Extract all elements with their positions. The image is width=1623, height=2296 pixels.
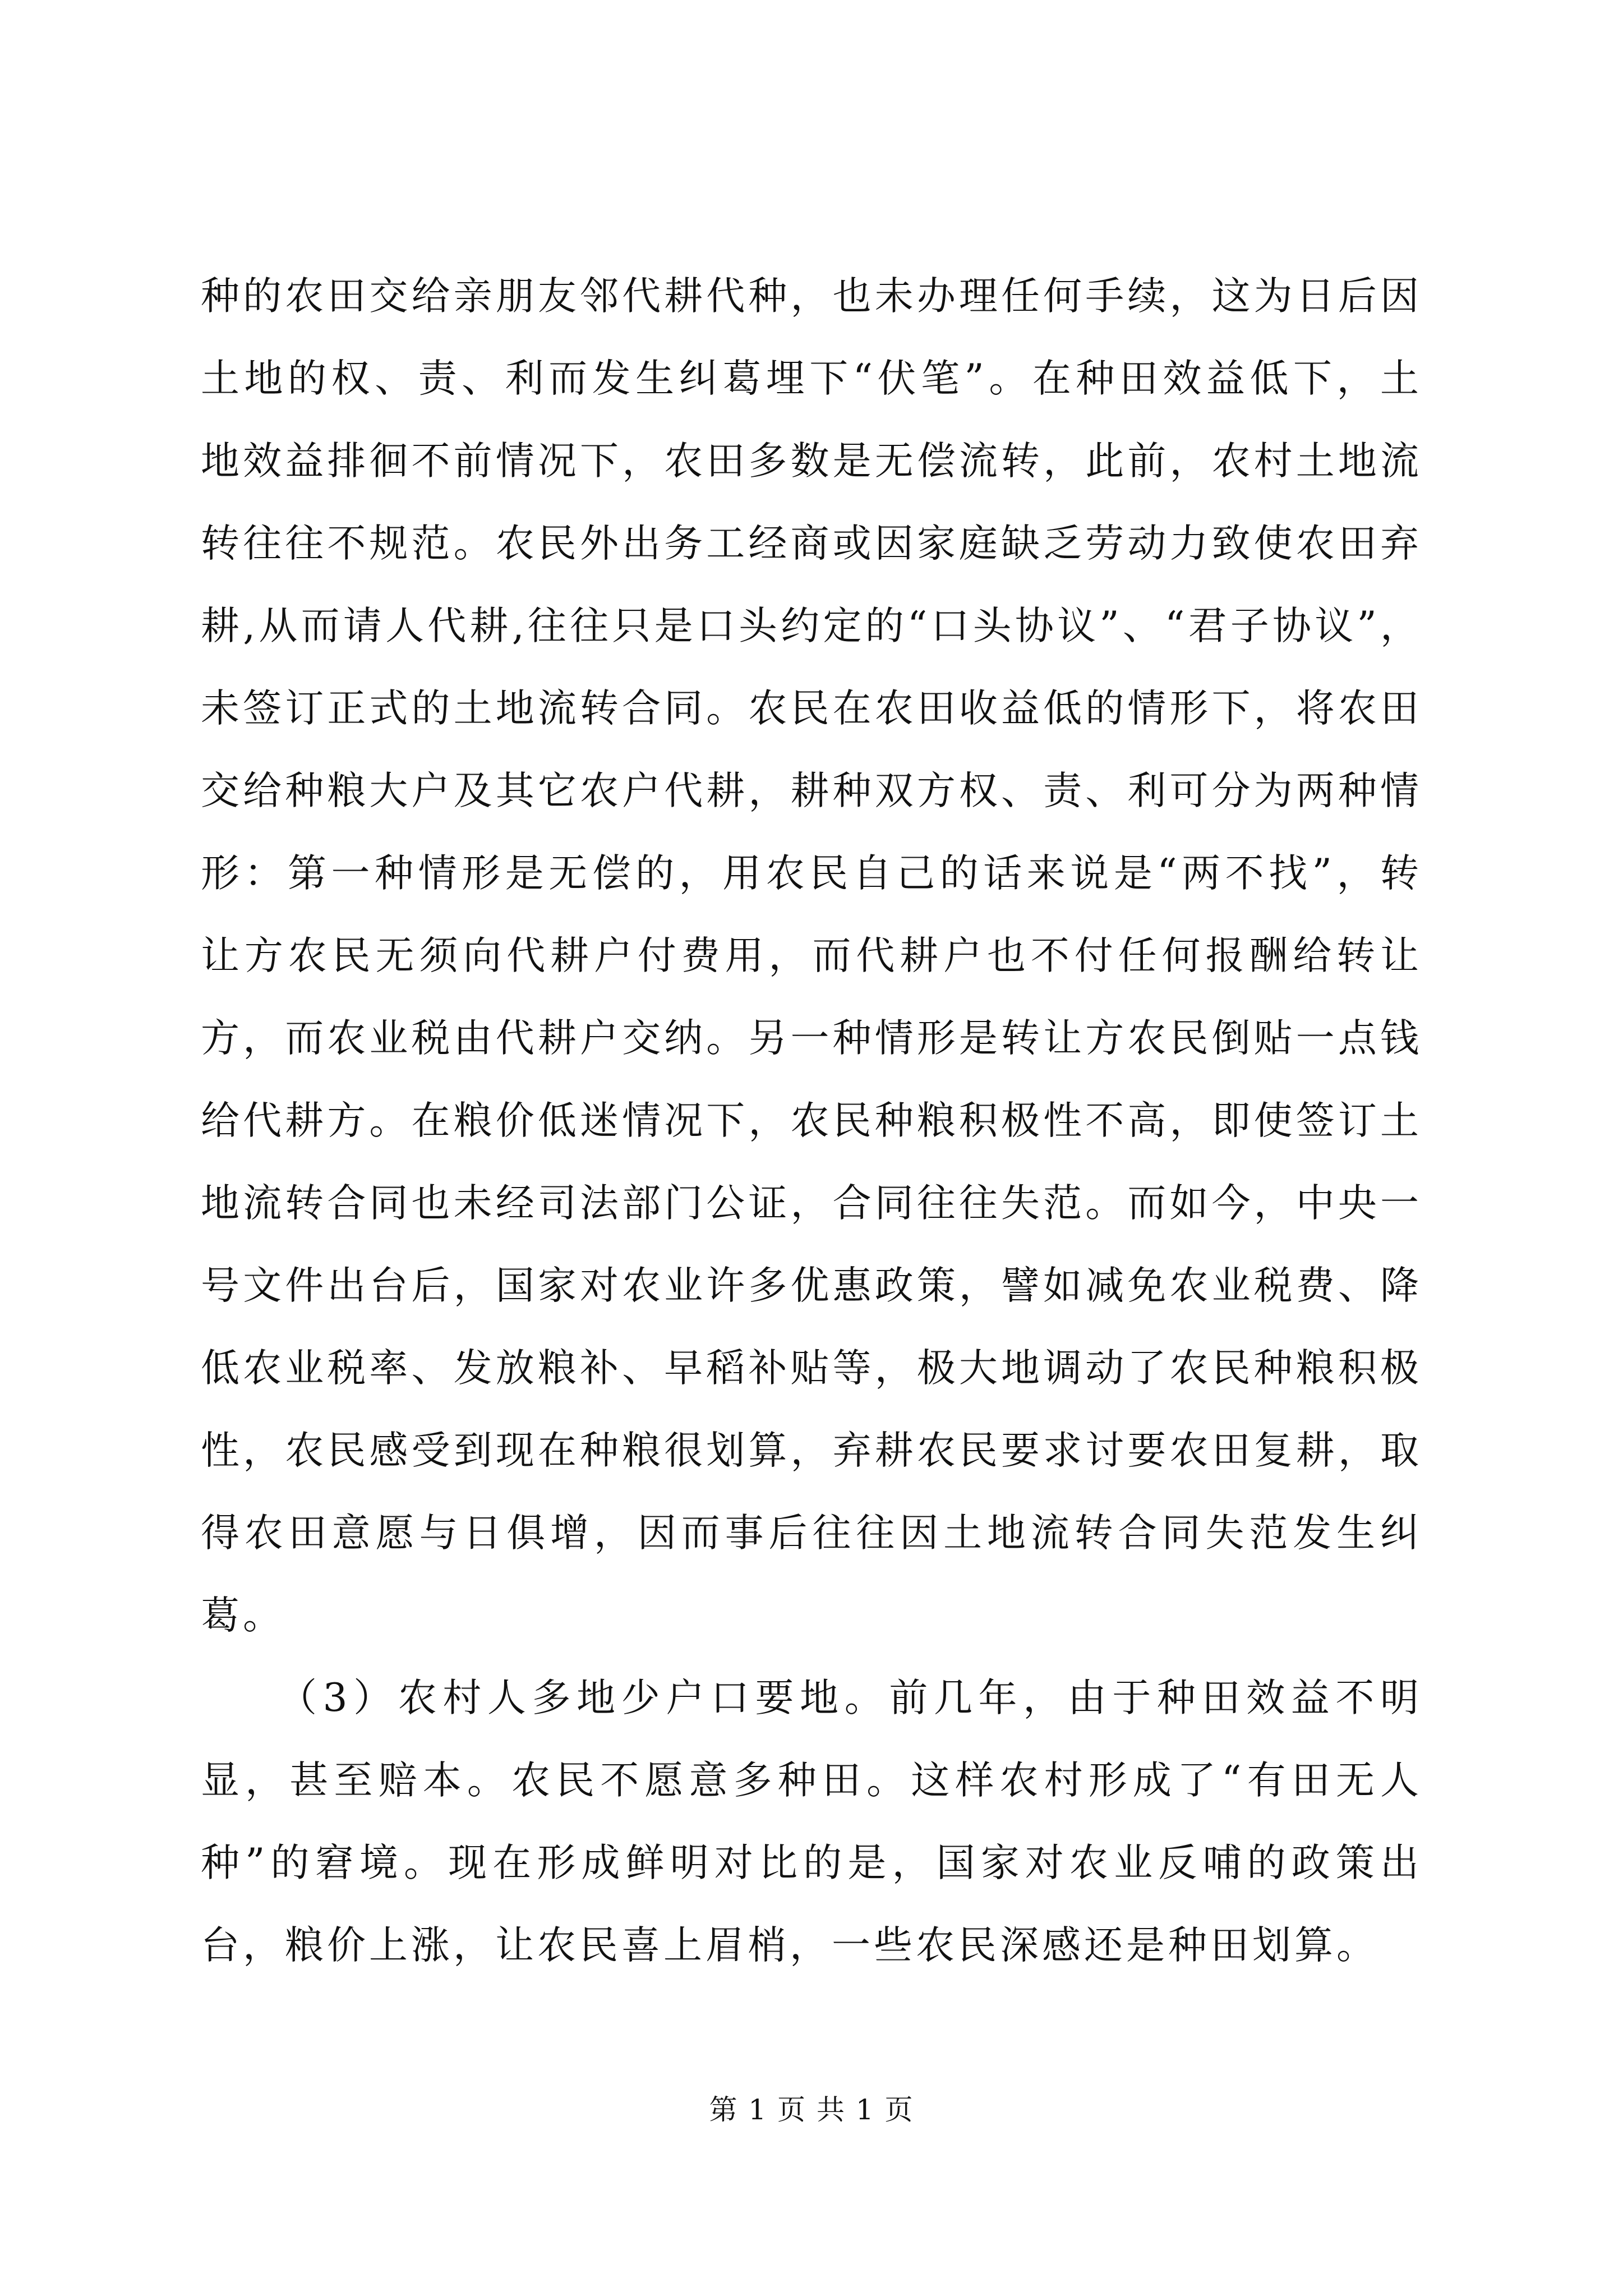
body-paragraph-item-3: （3）农村人多地少户口要地。前几年，由于种田效益不明显，甚至赔本。农民不愿意多种田。这样农村形成了“有田无人种”的窘境。现在形成鲜明对比的是，国家对农业反哺的政策出台，粮价上涨，让农民喜上眉梢，一些农民深感还是种田划算。 (201, 1676, 1422, 1968)
body-paragraph-continued: 种的农田交给亲朋友邻代耕代种，也未办理任何手续，这为日后因土地的权、责、利而发生纠葛埋下“伏笔”。在种田效益低下，土地效益排徊不前情况下，农田多数是无偿流转，此前，农村土地流转往往不规范。农民外出务工经商或因家庭缺乏劳动力致使农田弃耕,从而请人代耕,往往只是口头约定的“口头协议”、“君子协议”，未签订正式的土地流转合同。农民在农田收益低的情形下，将农田交给种粮大户及其它农户代耕，耕种双方权、责、利可分为两种情形：第一种情形是无偿的，用农民自己的话来说是“两不找”，转让方农民无须向代耕户付费用，而代耕户也不付任何报酬给转让方，而农业税由代耕户交纳。另一种情形是转让方农民倒贴一点钱给代耕方。在粮价低迷情况下，农民种粮积极性不高，即使签订土地流转合同也未经司法部门公证，合同往往失范。而如今，中央一号文件出台后，国家对农业许多优惠政策，譬如减免农业税费、降低农业税率、发放粮补、早稻补贴等，极大地调动了农民种粮积极性，农民感受到现在种粮很划算，弃耕农民要求讨要农田复耕，取得农田意愿与日俱增，因而事后往往因土地流转合同失范发生纠葛。 (201, 274, 1422, 1638)
page-footer-page-number: 第 1 页 共 1 页 (709, 2093, 914, 2126)
document-body (201, 255, 1422, 1987)
